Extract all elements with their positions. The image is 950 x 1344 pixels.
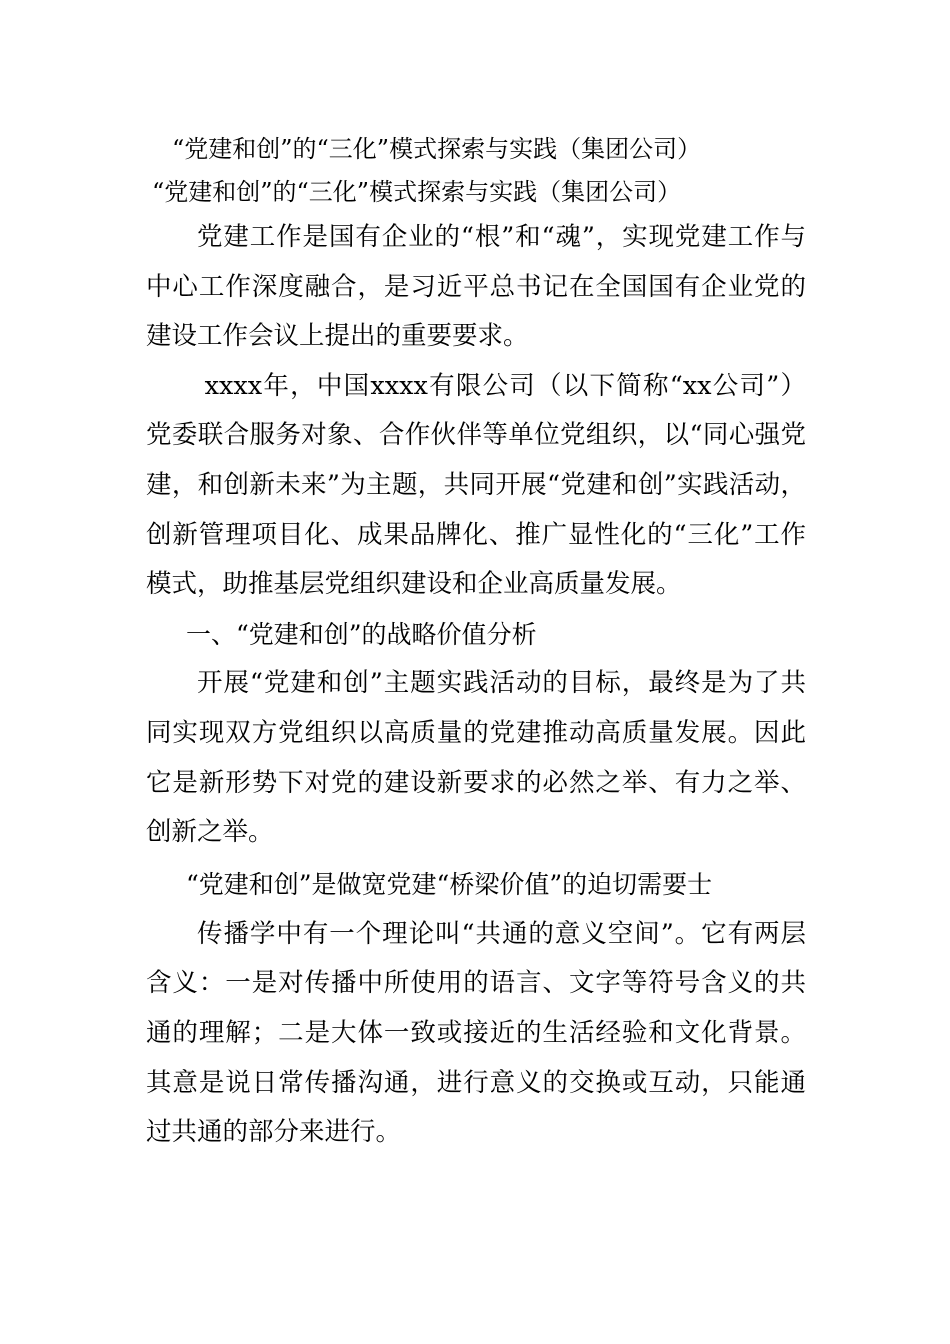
- section-paragraph: 开展“党建和创”主题实践活动的目标，最终是为了共同实现双方党组织以高质量的党建推动高质量发展。因此它是新形势下对党的建设新要求的必然之举、有力之举、创新之举。: [146, 668, 806, 848]
- intro-paragraph: 党建工作是国有企业的“根”和“魂”，实现党建工作与中心工作深度融合，是习近平总书记在全国国有企业党的建设工作会议上提出的重要要求。: [146, 222, 806, 352]
- section-paragraph-2: 传播学中有一个理论叫“共通的意义空间”。它有两层含义：一是对传播中所使用的语言、文字等符号含义的共通的理解；二是大体一致或接近的生活经验和文化背景。其意是说日常传播沟通，进行意义的交换或互动，只能通过共通的部分来进行。: [146, 918, 806, 1148]
- section-subheading: “党建和创”是做宽党建“桥梁价值”的迫切需要士: [186, 869, 713, 899]
- document-title: “党建和创”的“三化”模式探索与实践（集团公司）: [172, 135, 702, 163]
- document-title-repeat: “党建和创”的“三化”模式探索与实践（集团公司）: [152, 178, 682, 206]
- section-heading: 一、“党建和创”的战略价值分析: [186, 619, 537, 649]
- document-body: [146, 128, 806, 1158]
- background-paragraph: xxxx年，中国xxxx有限公司（以下简称“xx公司”）党委联合服务对象、合作伙伴等单位党组织，以“同心强党建，和创新未来”为主题，共同开展“党建和创”实践活动，创新管理项目化、成果品牌化、推广显性化的“三化”工作模式，助推基层党组织建设和企业高质量发展。: [146, 370, 806, 600]
